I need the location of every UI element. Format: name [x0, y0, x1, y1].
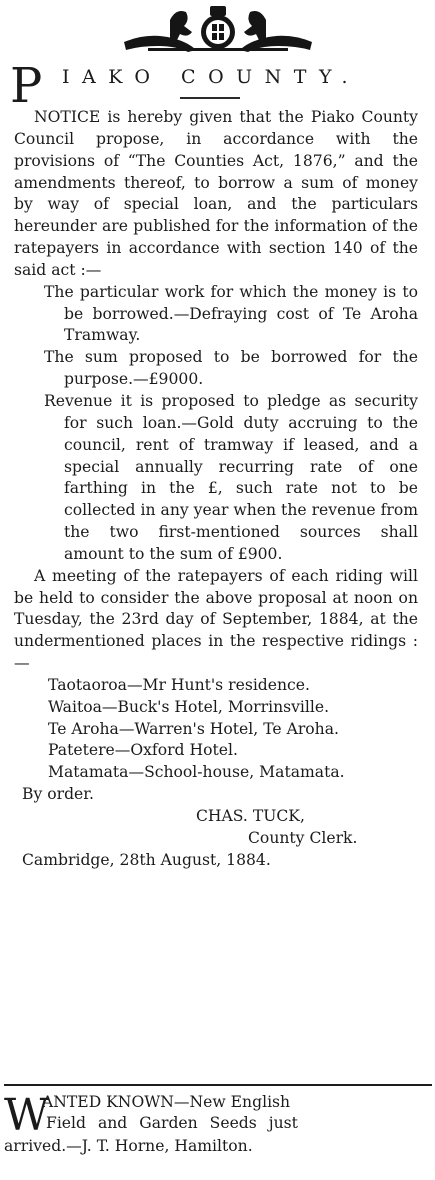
signature-name: CHAS. TUCK, — [196, 807, 305, 825]
wanted-line-2: Field and Garden Seeds just — [46, 1114, 298, 1132]
county-title — [10, 58, 420, 114]
place-te-aroha: Te Aroha—Warren's Hotel, Te Aroha. — [48, 719, 339, 738]
title-underline — [180, 97, 240, 99]
wanted-line-1: ANTED KNOWN—New English — [42, 1093, 291, 1111]
title-drop-cap: P — [10, 58, 43, 114]
place-matamata: Matamata—School-house, Matamata. — [48, 763, 345, 782]
place-waitoa: Waitoa—Buck's Hotel, Morrinsville. — [48, 697, 330, 716]
wanted-advertisement — [4, 1092, 420, 1176]
royal-coat-of-arms-crest — [118, 2, 318, 58]
place-taotaoroa: Taotaoroa—Mr Hunt's residence. — [48, 675, 310, 694]
notice-paragraph: NOTICE is hereby given that the Piako County Council propose, in accordance with the provisions of “The Counties Act, 1876,” and the amendments thereof, to borrow a sum of money by way of special loan, and the particulars hereunder are published for the information of the ratepayers in accordance with section 140 of the said act :— — [14, 108, 418, 279]
place-patetere: Patetere—Oxford Hotel. — [48, 741, 238, 760]
particular-item-sum: The sum proposed to be borrowed for the purpose.—£9000. — [44, 348, 418, 389]
advert-divider-rule — [4, 1084, 432, 1086]
dateline: Cambridge, 28th August, 1884. — [22, 850, 271, 869]
particular-item-revenue: Revenue it is proposed to pledge as security for such loan.—Gold duty accruing to the council, rent of tramway if leased, and a special annually recurring rate of one farthing in the £, such rate not to be collected in any year when the revenue from the two first-mentioned sources shall amount to the sum of £900. — [44, 391, 418, 563]
signature-title: County Clerk. — [248, 828, 358, 847]
notice-body — [14, 107, 418, 872]
wanted-line-3: arrived.—J. T. Horne, Hamilton. — [4, 1137, 253, 1155]
particular-item-work: The particular work for which the money is to be borrowed.—Defraying cost of Te Aroha Tramway. — [44, 282, 418, 345]
by-order: By order. — [22, 785, 94, 804]
title-text: IAKO COUNTY. — [62, 66, 361, 88]
meeting-paragraph: A meeting of the ratepayers of each riding will be held to consider the above proposal at noon on Tuesday, the 23rd day of September, 1884, at the undermentioned places in the respective ridings : — — [14, 566, 418, 673]
wanted-drop-cap: W — [4, 1090, 50, 1141]
